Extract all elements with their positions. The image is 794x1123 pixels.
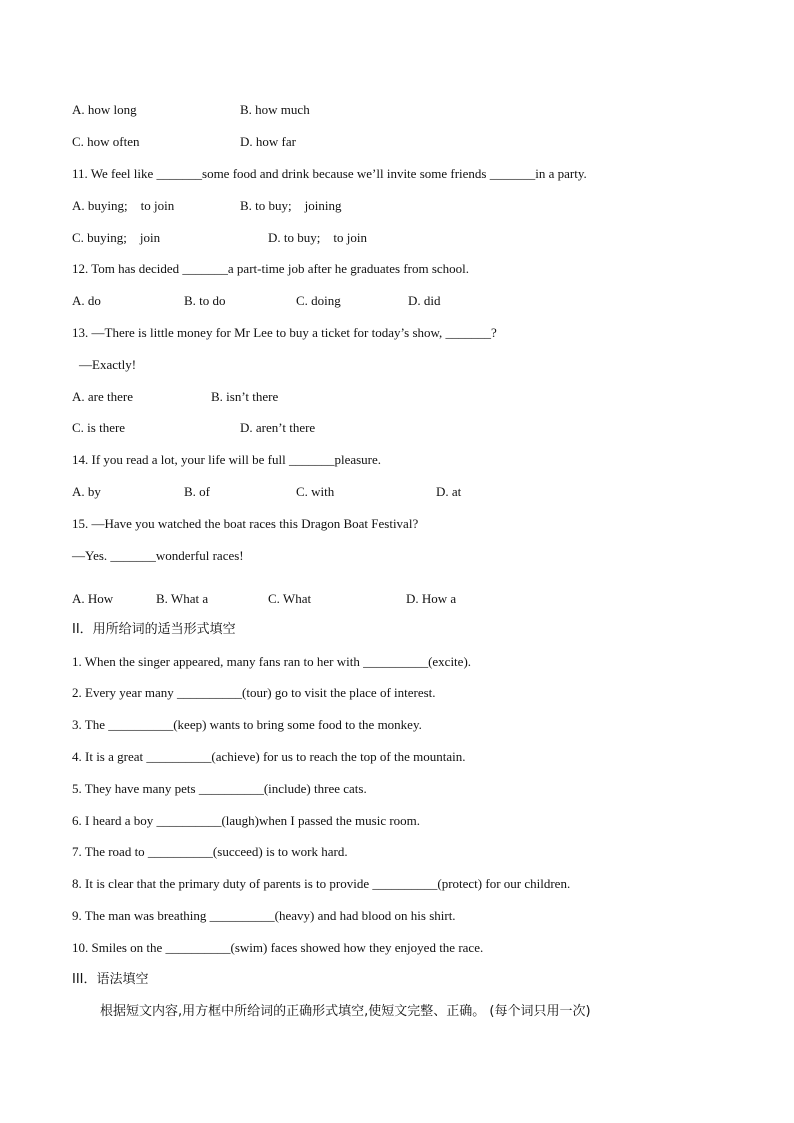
q15-reply: —Yes. _______wonderful races! <box>72 548 244 563</box>
section-2-title: II．用所给词的适当形式填空 <box>72 622 236 637</box>
q13-option-d: D. aren’t there <box>240 420 316 435</box>
s2-item-8: 8. It is clear that the primary duty of parents is to provide __________(protect) for our children. <box>72 876 571 891</box>
q12-option-c: C. doing <box>296 293 341 308</box>
s2-item-9: 9. The man was breathing __________(heavy) and had blood on his shirt. <box>72 908 456 923</box>
s2-item-7: 7. The road to __________(succeed) is to work hard. <box>72 844 348 859</box>
q11-stem: 11. We feel like _______some food and drink because we’ll invite some friends _______in a party. <box>72 166 587 181</box>
section-3-instruction: 根据短文内容,用方框中所给词的正确形式填空,使短文完整、正确。 (每个词只用一次) <box>100 1004 591 1019</box>
q15-stem: 15. —Have you watched the boat races this Dragon Boat Festival? <box>72 516 419 531</box>
q15-option-a: A. How <box>72 591 114 606</box>
s2-item-2: 2. Every year many __________(tour) go to visit the place of interest. <box>72 685 436 700</box>
q10-option-a: A. how long <box>72 102 137 117</box>
section-3-title: III．语法填空 <box>72 972 149 987</box>
s2-item-10: 10. Smiles on the __________(swim) faces showed how they enjoyed the race. <box>72 940 484 955</box>
q15-option-b: B. What a <box>156 591 209 606</box>
s2-item-1: 1. When the singer appeared, many fans ran to her with __________(excite). <box>72 654 472 669</box>
q13-option-a: A. are there <box>72 389 133 404</box>
s2-item-5: 5. They have many pets __________(include) three cats. <box>72 781 367 796</box>
q15-option-c: C. What <box>268 591 312 606</box>
q13-option-b: B. isn’t there <box>211 389 279 404</box>
q11-option-b: B. to buy; joining <box>240 198 342 213</box>
q11-option-a: A. buying; to join <box>72 198 175 213</box>
q10-option-c: C. how often <box>72 134 140 149</box>
q14-option-c: C. with <box>296 484 335 499</box>
q10-option-d: D. how far <box>240 134 296 149</box>
q11-option-d: D. to buy; to join <box>268 230 367 245</box>
q11-option-c: C. buying; join <box>72 230 161 245</box>
s2-item-6: 6. I heard a boy __________(laugh)when I passed the music room. <box>72 813 421 828</box>
q15-option-d: D. How a <box>406 591 457 606</box>
q12-option-d: D. did <box>408 293 441 308</box>
q13-option-c: C. is there <box>72 420 126 435</box>
q14-option-b: B. of <box>184 484 210 499</box>
q12-option-a: A. do <box>72 293 101 308</box>
s2-item-3: 3. The __________(keep) wants to bring some food to the monkey. <box>72 717 422 732</box>
q12-stem: 12. Tom has decided _______a part-time job after he graduates from school. <box>72 261 470 276</box>
s2-item-4: 4. It is a great __________(achieve) for us to reach the top of the mountain. <box>72 749 466 764</box>
q14-option-a: A. by <box>72 484 101 499</box>
q12-option-b: B. to do <box>184 293 226 308</box>
q13-reply: —Exactly! <box>79 357 137 372</box>
q14-option-d: D. at <box>436 484 462 499</box>
q10-option-b: B. how much <box>240 102 310 117</box>
q13-stem: 13. —There is little money for Mr Lee to buy a ticket for today’s show, _______? <box>72 325 497 340</box>
q14-stem: 14. If you read a lot, your life will be full _______pleasure. <box>72 452 382 467</box>
